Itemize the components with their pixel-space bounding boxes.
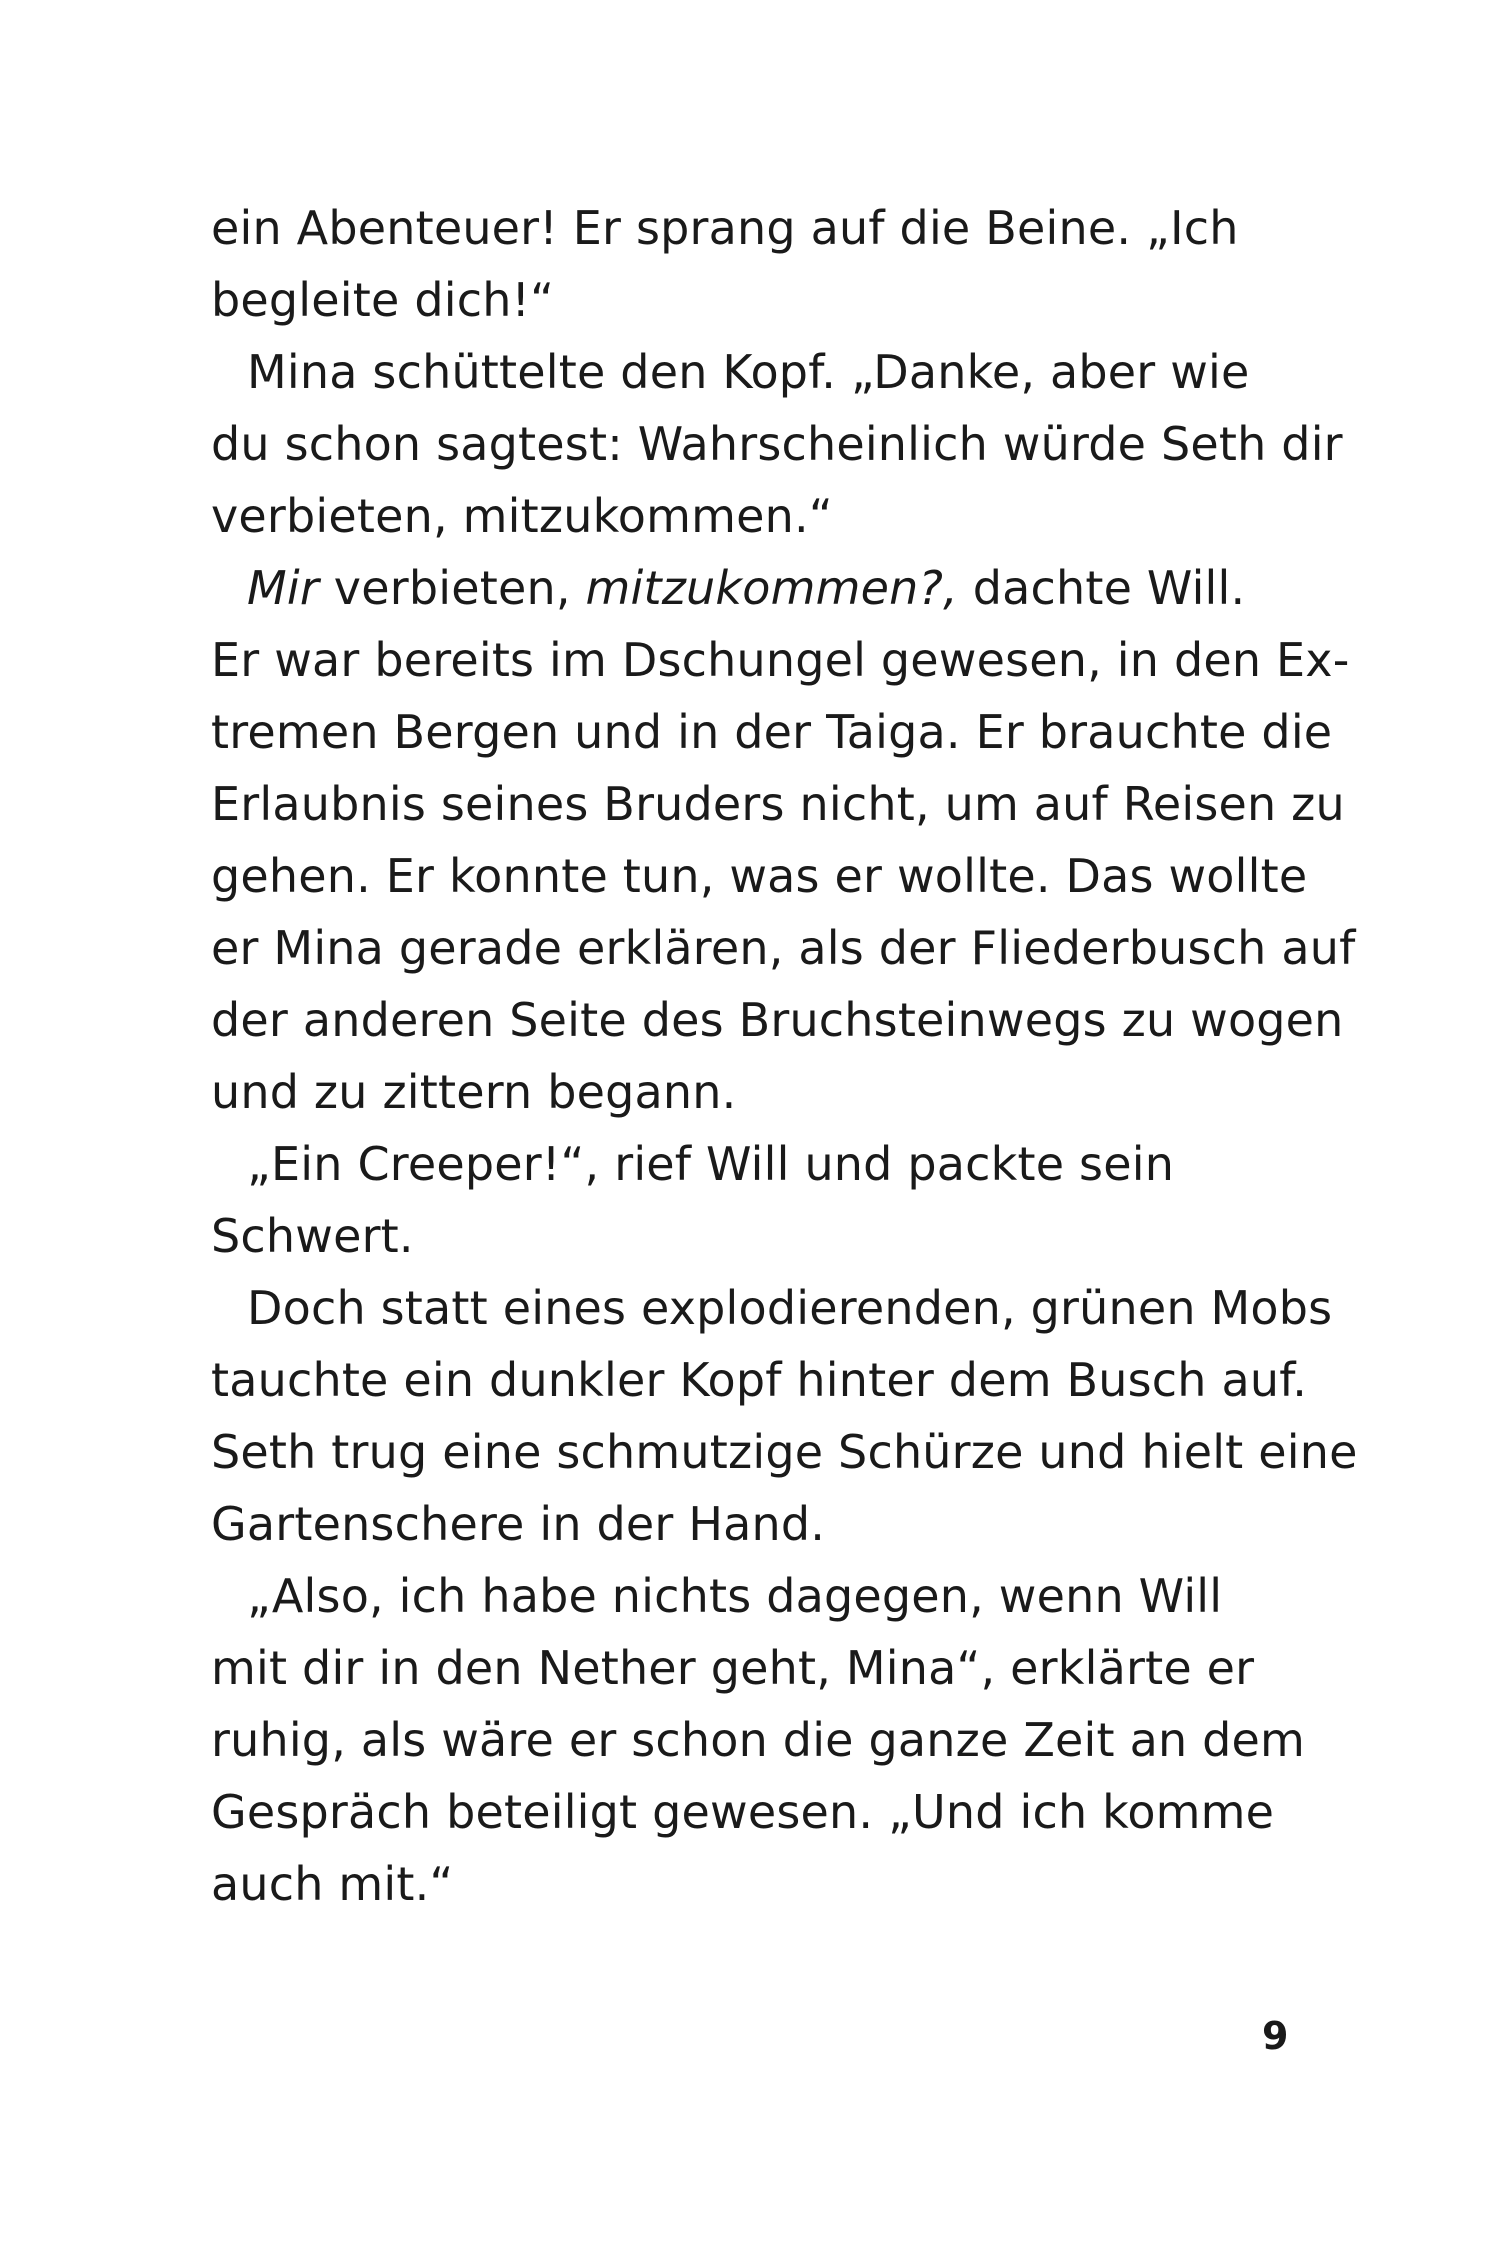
text-line: er Mina gerade erklären, als der Fliederbusch auf [211,921,1356,975]
text-line: Schwert. [211,1209,414,1263]
text-line: mit dir in den Nether geht, Mina“, erklärte er [211,1641,1255,1695]
text-line: begleite dich!“ [211,273,555,327]
text-line: du schon sagtest: Wahrscheinlich würde Seth dir [211,417,1343,471]
text-line: Doch statt eines explodierenden, grünen Mobs [247,1281,1333,1335]
text-line: „Also, ich habe nichts dagegen, wenn Will [247,1569,1223,1623]
text-line: Er war bereits im Dschungel gewesen, in den Ex- [211,633,1350,687]
text-line: verbieten, mitzukommen.“ [211,489,833,543]
text-line: Erlaubnis seines Bruders nicht, um auf Reisen zu [211,777,1345,831]
text-line: ruhig, als wäre er schon die ganze Zeit an dem [211,1713,1306,1767]
italic-text: mitzukommen?, [585,561,958,615]
text-line: gehen. Er konnte tun, was er wollte. Das wollte [211,849,1308,903]
body-text [211,192,1358,1920]
text-line: der anderen Seite des Bruchsteinwegs zu wogen [211,993,1344,1047]
text-line: Gartenschere in der Hand. [211,1497,826,1551]
text-line: tauchte ein dunkler Kopf hinter dem Busch auf. [211,1353,1308,1407]
text-line: Seth trug eine schmutzige Schürze und hielt eine [211,1425,1358,1479]
text-span: verbieten, [318,561,586,615]
text-line: ein Abenteuer! Er sprang auf die Beine. „Ich [211,201,1239,255]
text-line [211,552,1351,624]
text-line: und zu zittern begann. [211,1065,737,1119]
text-line: Gespräch beteiligt gewesen. „Und ich komme [211,1785,1275,1839]
page-number: 9 [1262,2014,1289,2058]
text-line: tremen Bergen und in der Taiga. Er brauchte die [211,705,1333,759]
italic-text: Mir [247,561,319,615]
text-span: dachte Will. [957,561,1246,615]
text-line: Mina schüttelte den Kopf. „Danke, aber wie [247,345,1250,399]
text-line: auch mit.“ [211,1857,454,1911]
text-line: „Ein Creeper!“, rief Will und packte sein [247,1137,1175,1191]
